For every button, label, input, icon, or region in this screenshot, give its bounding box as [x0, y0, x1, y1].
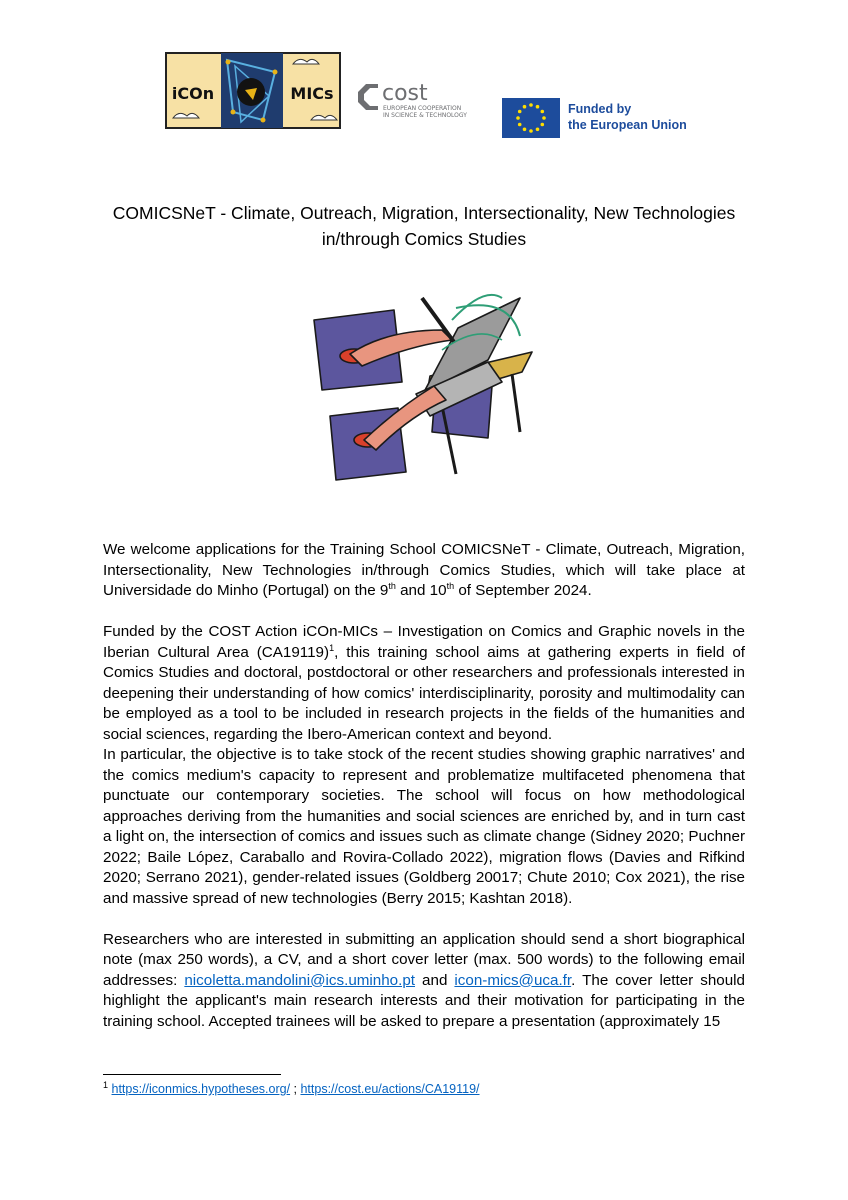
eu-funding-logo	[502, 94, 702, 144]
title-line-1: COMICSNeT - Climate, Outreach, Migration, Intersectionality, New Technologies	[112, 203, 736, 223]
title-line-2: in/through Comics Studies	[321, 229, 527, 249]
footnote: $^1$ https://iconmics.hypotheses.org/ ; https://cost.eu/actions/CA19119/	[103, 1079, 480, 1096]
svg-text:cost: cost	[382, 81, 428, 106]
svg-text:MICs: MICs	[290, 84, 334, 103]
objective-paragraph: In particular, the objective is to take stock of the recent studies showing graphic narratives' and the comics medium's capacity to represent and problematize multifaceted phenomena that punctuate our contemporary societies. The school will focus on how methodological approaches deriving from the humanities and social sciences are enriched by, and in turn cast a light on, the intersection of comics and issues such as climate change (Sidney 2020; Puchner 2022; Baile López, Caraballo and Rovira-Collado 2022), migration flows (Davies and Rifkind 2020; Serrano 2021), gender-related issues (Goldberg 20017; Chute 2010; Cox 2021), the rise and massive spread of new technologies (Berry 2015; Kashtan 2018).	[103, 746, 745, 907]
svg-text:the European Union: the European Union	[568, 118, 687, 132]
svg-text:iCOn: iCOn	[171, 84, 215, 103]
footnote-marker: 1	[103, 1079, 109, 1090]
iconmics-logo	[165, 52, 341, 129]
svg-text:IN SCIENCE & TECHNOLOGY: IN SCIENCE & TECHNOLOGY	[383, 112, 467, 118]
svg-text:EUROPEAN COOPERATION: EUROPEAN COOPERATION	[383, 105, 462, 112]
footnote-divider	[103, 1074, 281, 1075]
cost-logo	[356, 78, 482, 118]
school-name: COMICSNeT - Climate, Outreach, Migration, Intersectionality, New Technologies in/through Comics Studies	[103, 541, 745, 579]
email-link-mandolini[interactable]: nicoletta.mandolini@ics.uminho.pt	[184, 971, 416, 989]
intro-paragraph: We welcome applications for the Training School COMICSNeT - Climate, Outreach, Migration, Intersectionality, New Technologies in/through Comics Studies, which will take place at Universidade do Minho (Portugal) on the 9th and 10th of September 2024.	[103, 541, 746, 599]
svg-text:Funded by: Funded by	[568, 102, 632, 116]
email-link-iconmics[interactable]: icon-mics@uca.fr	[454, 971, 572, 989]
comic-artist-drawing-on-laptop-icon	[306, 290, 542, 488]
footnote-reference[interactable]: 1	[329, 642, 335, 653]
footnote-link-cost[interactable]: https://cost.eu/actions/CA19119/	[300, 1082, 480, 1096]
body-text	[103, 540, 745, 1032]
venue: Universidade do Minho (Portugal)	[103, 582, 330, 599]
header-logos	[0, 52, 848, 142]
application-paragraph: Researchers who are interested in submitting an application should send a short biographical note (max 250 words), a CV, and a short cover letter (max. 500 words) to the following email addresses: nicoletta.mandolini@ics.uminho.pt and icon-mics@uca.fr. The cover letter should highlight the applicant's main research interests and their motivation for participating in the training school. Accepted trainees will be asked to prepare a presentation (approximately 15	[103, 930, 745, 1030]
footnote-link-hypotheses[interactable]: https://iconmics.hypotheses.org/	[111, 1082, 291, 1096]
page-title	[90, 200, 758, 252]
funding-paragraph: Funded by the COST Action iCOn-MICs – Investigation on Comics and Graphic novels in the Iberian Cultural Area $(CA19119)^1$, this training school aims at gathering experts in field of Comics Studies and doctoral, postdoctoral or other researchers and professionals interested in deepening their understanding of how comics' interdisciplinarity, porosity and multimodality can be employed as a tool to be included in research projects in the fields of the humanities and social sciences, regarding the Ibero-American context and beyond.	[103, 623, 745, 743]
